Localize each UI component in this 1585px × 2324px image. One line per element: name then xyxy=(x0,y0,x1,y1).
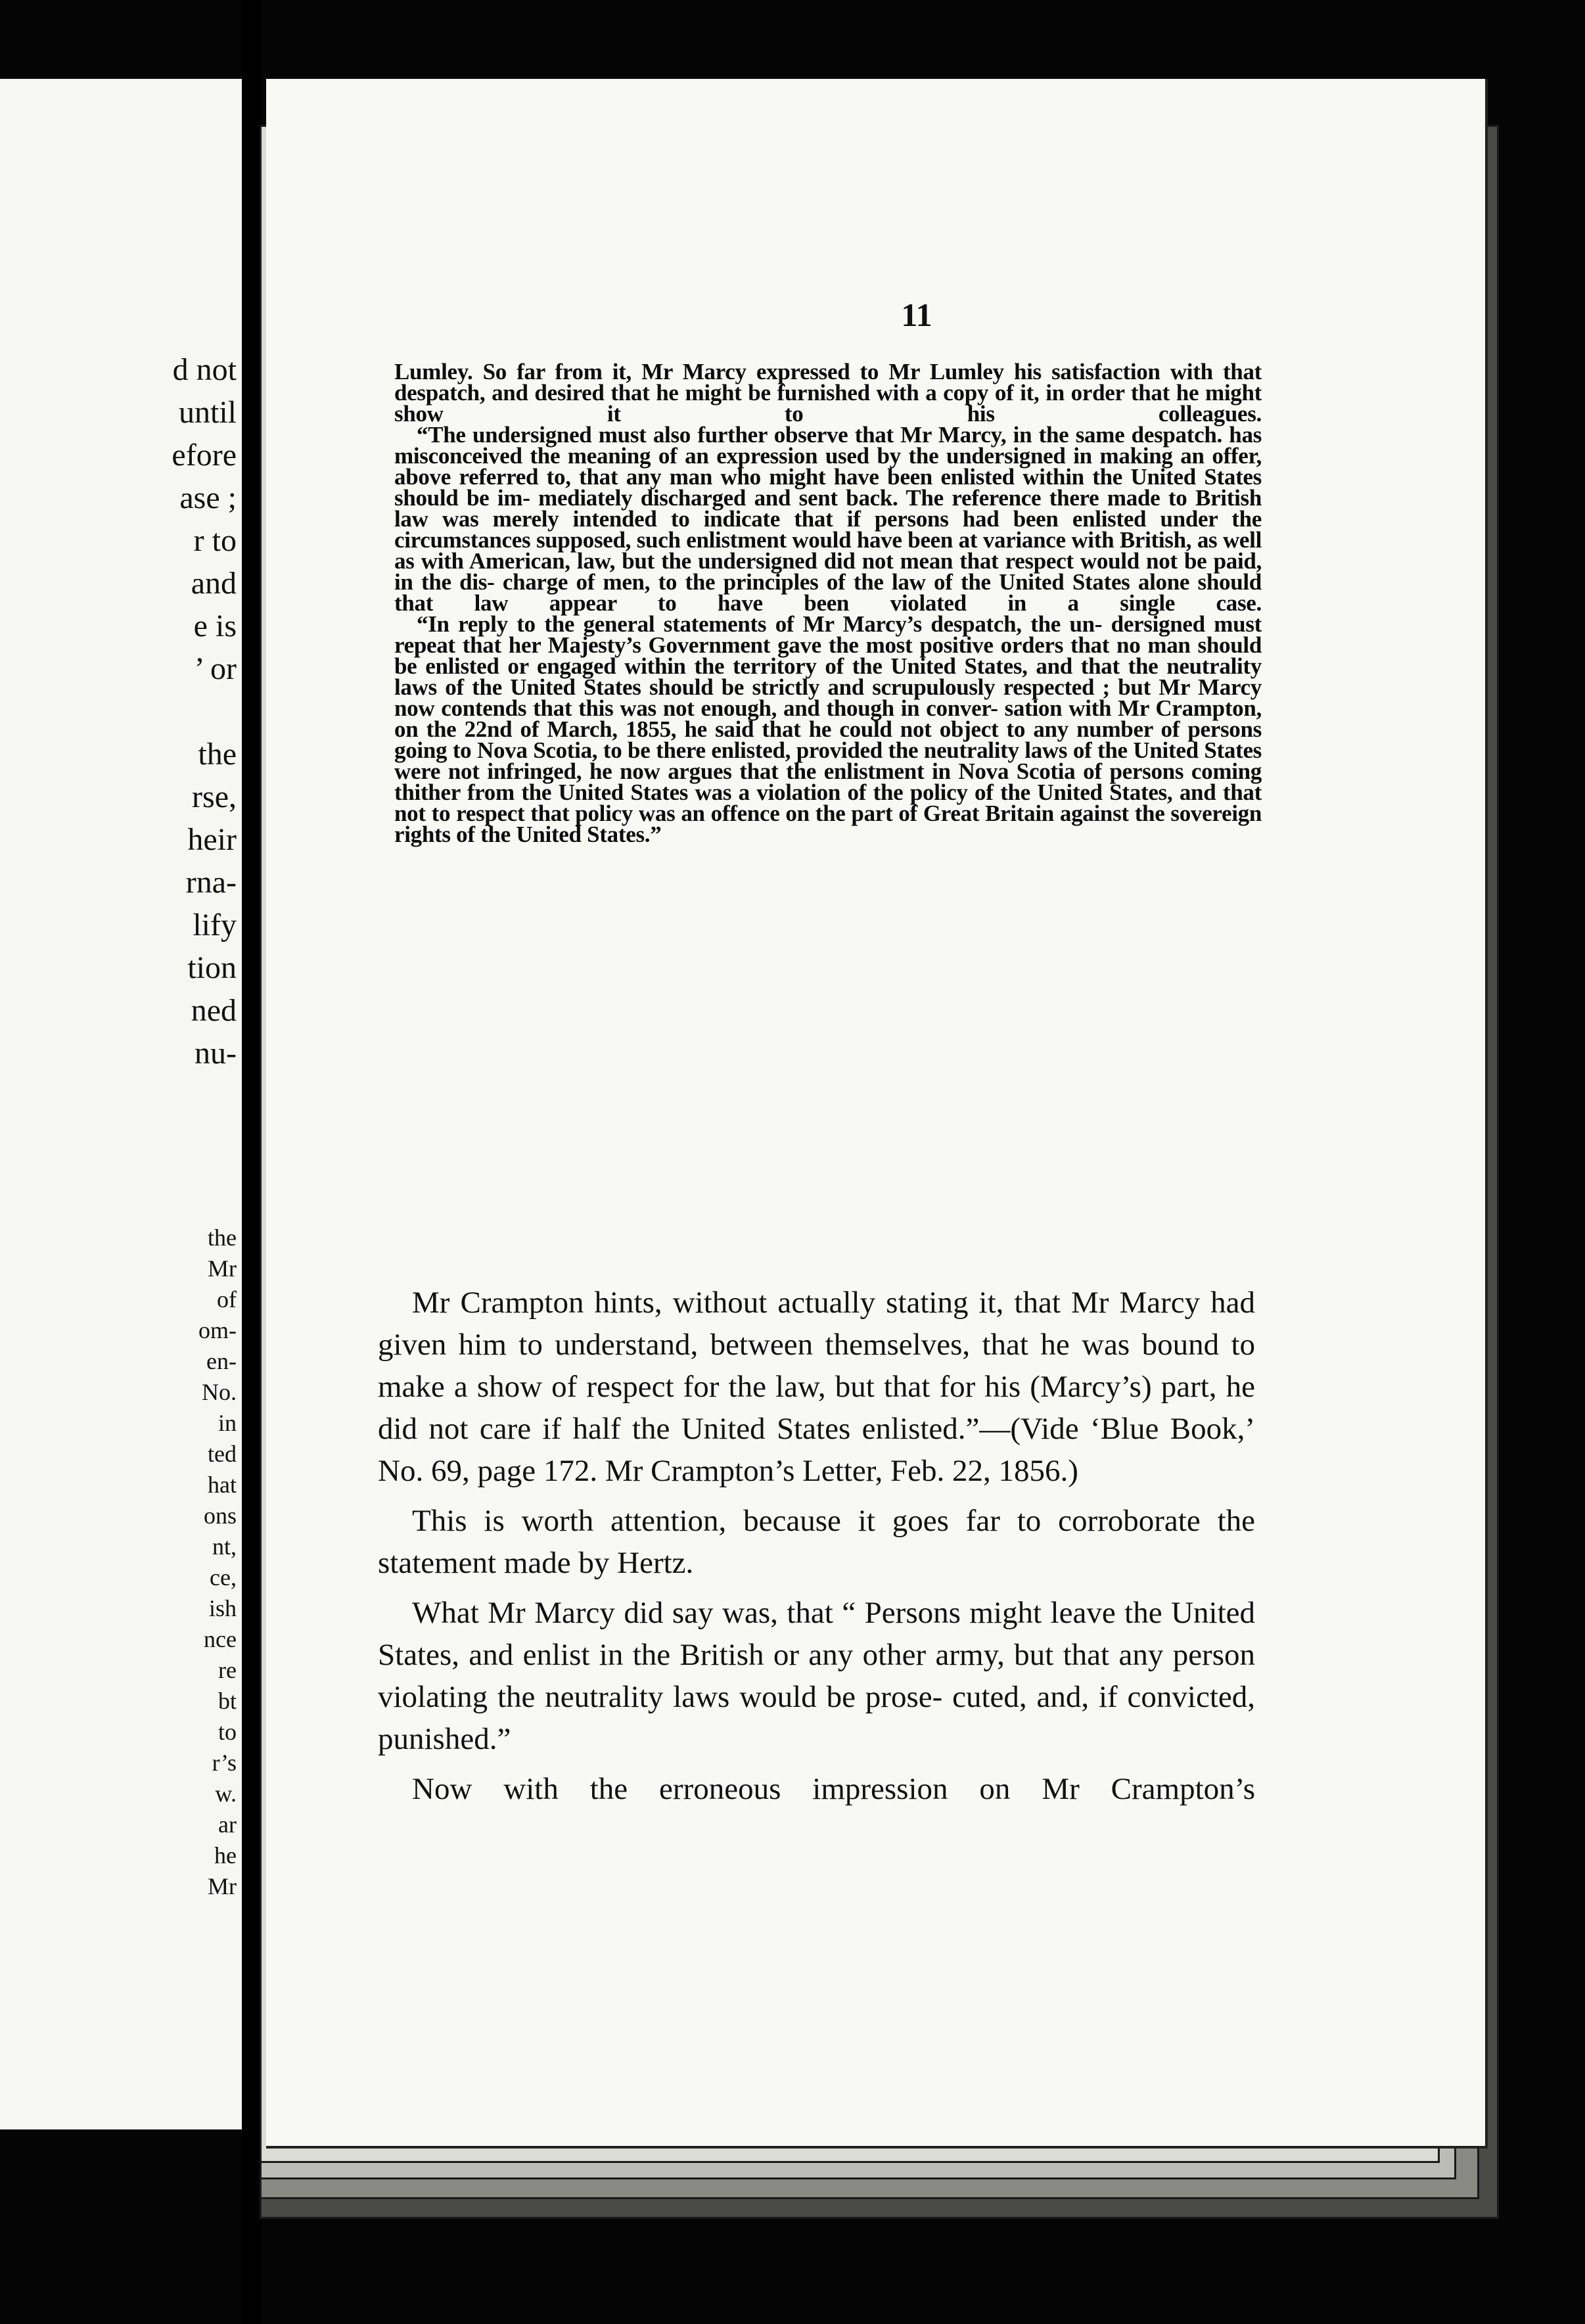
previous-page-text-top xyxy=(172,348,237,1075)
previous-page-line: r to xyxy=(193,523,237,558)
previous-page-line: ce, xyxy=(210,1564,237,1591)
previous-page-line xyxy=(172,690,237,733)
previous-page-line: of xyxy=(217,1286,237,1313)
body-paragraph-2: This is worth attention, because it goes far to corroborate the statement made by Hertz. xyxy=(378,1504,1255,1580)
previous-page-line: rse, xyxy=(192,779,237,814)
quoted-paragraph-3: “In reply to the general statements of Mr Marcy’s despatch, the un- dersigned must repeat that her Majesty’s Government gave the most positive orders that no man should be enlisted or engaged within the territory of the United States, and that the neutrality laws of the United States should be strictly and scrupulously respected ; but Mr Marcy now contends that this was not enough, and though in conver- sation with Mr Crampton, on the 22nd of March, 1855, he said that he could not object to any number of persons going to Nova Scotia, to be there enlisted, provided the neutrality laws of the United States were not infringed, he now argues that the enlistment in Nova Scotia of persons coming thither from the United States was a violation of the policy of the United States, and that not to respect that policy was an offence on the part of Great Britain against the sovereign rights of the United States.” xyxy=(394,611,1262,847)
previous-page-line: efore xyxy=(172,438,237,473)
previous-page-line: ted xyxy=(208,1441,237,1467)
previous-page-line: the xyxy=(198,737,237,772)
previous-page-line: nce xyxy=(204,1626,237,1652)
previous-page-line: ar xyxy=(218,1811,237,1838)
previous-page-line: w. xyxy=(215,1780,237,1807)
quoted-paragraph-2: “The undersigned must also further observe that Mr Marcy, in the same despatch. has misconceived the meaning of an expression used by the undersigned in making an offer, above referred to, that any man who might have been enlisted within the United States should be im- mediately discharged and sent back. The reference there made to British law was merely intended to indicate that if persons had been enlisted under the circumstances supposed, such enlistment would have been at variance with British, as well as with American, law, but the undersigned did not mean that respect would not be paid, in the dis- charge of men, to the principles of the law of the United States alone should that law appear to have been violated in a single case. xyxy=(394,422,1262,616)
previous-page-line: nu- xyxy=(195,1036,237,1071)
previous-page-line: in xyxy=(218,1410,237,1436)
previous-page-line: ish xyxy=(208,1595,237,1621)
previous-page-line: he xyxy=(214,1842,237,1869)
previous-page-line: heir xyxy=(187,822,237,857)
body-paragraph-4: Now with the erroneous impression on Mr Crampton’s xyxy=(412,1772,1255,1806)
previous-page-line: Mr xyxy=(208,1255,237,1282)
previous-page-line: e is xyxy=(193,609,237,643)
quoted-paragraph-1: Lumley. So far from it, Mr Marcy expressed to Mr Lumley his satisfaction with that despatch, and desired that he might be furnished with a copy of it, in order that he might show it to his colleagues. xyxy=(394,359,1262,427)
previous-page-line: until xyxy=(178,395,237,430)
body-paragraph-3: What Mr Marcy did say was, that “ Persons might leave the United States, and enlist in the British or any other army, but that any person violating the neutrality laws would be prose- cuted, and, if convicted, punished.” xyxy=(378,1596,1256,1756)
previous-page-line: rna- xyxy=(185,865,237,900)
previous-page-line: om- xyxy=(198,1317,237,1343)
previous-page-line: hat xyxy=(208,1472,237,1498)
previous-page-line: ons xyxy=(203,1502,237,1529)
previous-page-line: tion xyxy=(187,950,237,985)
book-gutter xyxy=(242,0,262,2324)
book-page xyxy=(266,79,1488,2149)
previous-page-line: ’ or xyxy=(194,651,237,686)
previous-page-line: ase ; xyxy=(179,480,237,515)
previous-page-line: ned xyxy=(191,993,237,1028)
previous-page-line: and xyxy=(191,566,237,601)
previous-page-line: bt xyxy=(218,1688,237,1714)
previous-page-line: Mr xyxy=(208,1873,237,1899)
previous-page-line: the xyxy=(208,1224,237,1251)
body-text xyxy=(378,1282,1255,1810)
previous-page-line: to xyxy=(218,1719,237,1745)
previous-page-text-bottom xyxy=(198,1222,237,1902)
body-paragraph-1: Mr Crampton hints, without actually stating it, that Mr Marcy had given him to understand, between themselves, that he was bound to make a show of respect for the law, but that for his (Marcy’s) part, he did not care if half the United States enlisted.”—(Vide ‘Blue Book,’ No. 69, page 172. Mr Crampton’s Letter, Feb. 22, 1856.) xyxy=(378,1286,1256,1488)
previous-page-fragment xyxy=(0,79,242,2129)
previous-page-line: lify xyxy=(193,908,237,942)
previous-page-line: r’s xyxy=(212,1750,237,1776)
previous-page-line: re xyxy=(218,1657,237,1683)
previous-page-line: en- xyxy=(206,1348,237,1374)
page-number: 11 xyxy=(901,296,932,333)
previous-page-line: No. xyxy=(202,1379,237,1405)
previous-page-line: nt, xyxy=(212,1533,237,1560)
quoted-passage xyxy=(394,361,1262,845)
previous-page-line: d not xyxy=(172,352,237,387)
